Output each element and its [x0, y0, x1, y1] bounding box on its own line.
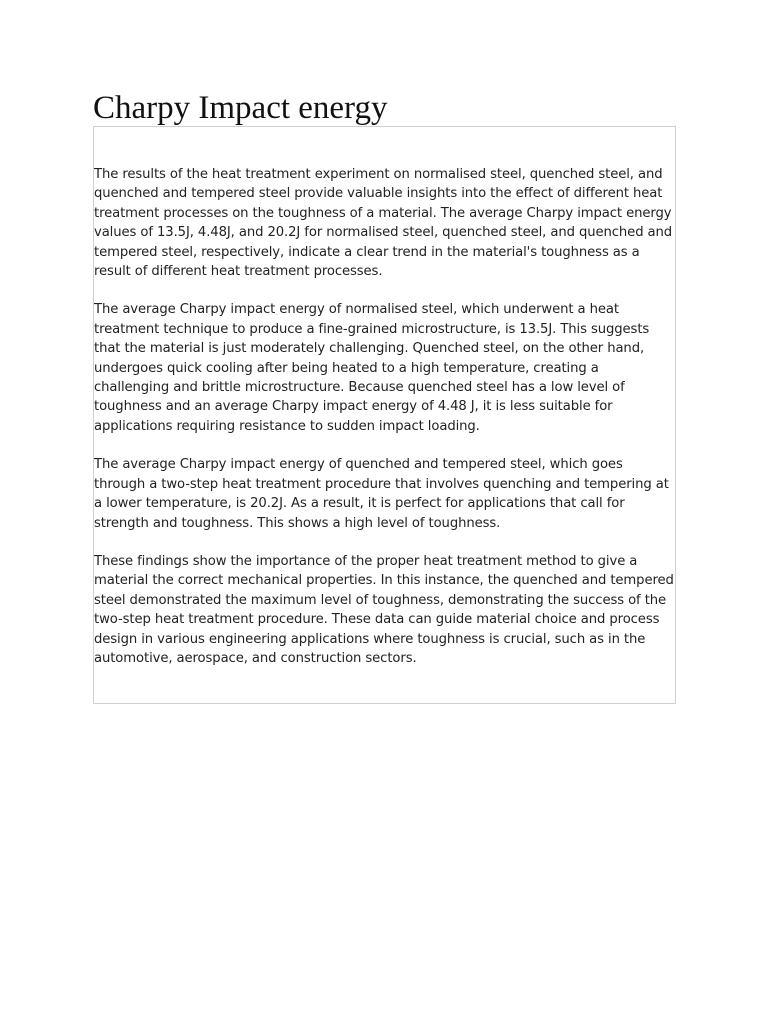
paragraph-normalised-and-quenched: The average Charpy impact energy of normalised steel, which underwent a heat treatment technique to produce a fine-grained microstructure, is 13.5J. This suggests that the material is just moderately challenging. Quenched steel, on the other hand, undergoes quick cooling after being heated to a high temperature, creating a challenging and brittle microstructure. Because quenched steel has a low level of toughness and an average Charpy impact energy of 4.48 J, it is less suitable for applications requiring resistance to sudden impact loading. — [94, 302, 650, 434]
document-title: Charpy Impact energy — [93, 90, 388, 126]
paragraph-conclusion: These findings show the importance of the proper heat treatment method to give a material the correct mechanical properties. In this instance, the quenched and tempered steel demonstrated the maximum level of toughness, demonstrating the success of the two-step heat treatment procedure. These data can guide material choice and process design in various engineering applications where toughness is crucial, such as in the automotive, aerospace, and construction sectors. — [94, 553, 674, 666]
text-box — [93, 126, 676, 704]
paragraph-quenched-and-tempered: The average Charpy impact energy of quenched and tempered steel, which goes through a two-step heat treatment procedure that involves quenching and tempering at a lower temperature, is 20.2J. As a result, it is perfect for applications that call for strength and toughness. This shows a high level of toughness. — [94, 457, 669, 531]
paragraph-results-overview: The results of the heat treatment experiment on normalised steel, quenched steel, and quenched and tempered steel provide valuable insights into the effect of different heat treatment processes on the toughness of a material. The average Charpy impact energy values of 13.5J, 4.48J, and 20.2J for normalised steel, quenched steel, and quenched and tempered steel, respectively, indicate a clear trend in the material's toughness as a result of different heat treatment processes. — [94, 167, 673, 280]
